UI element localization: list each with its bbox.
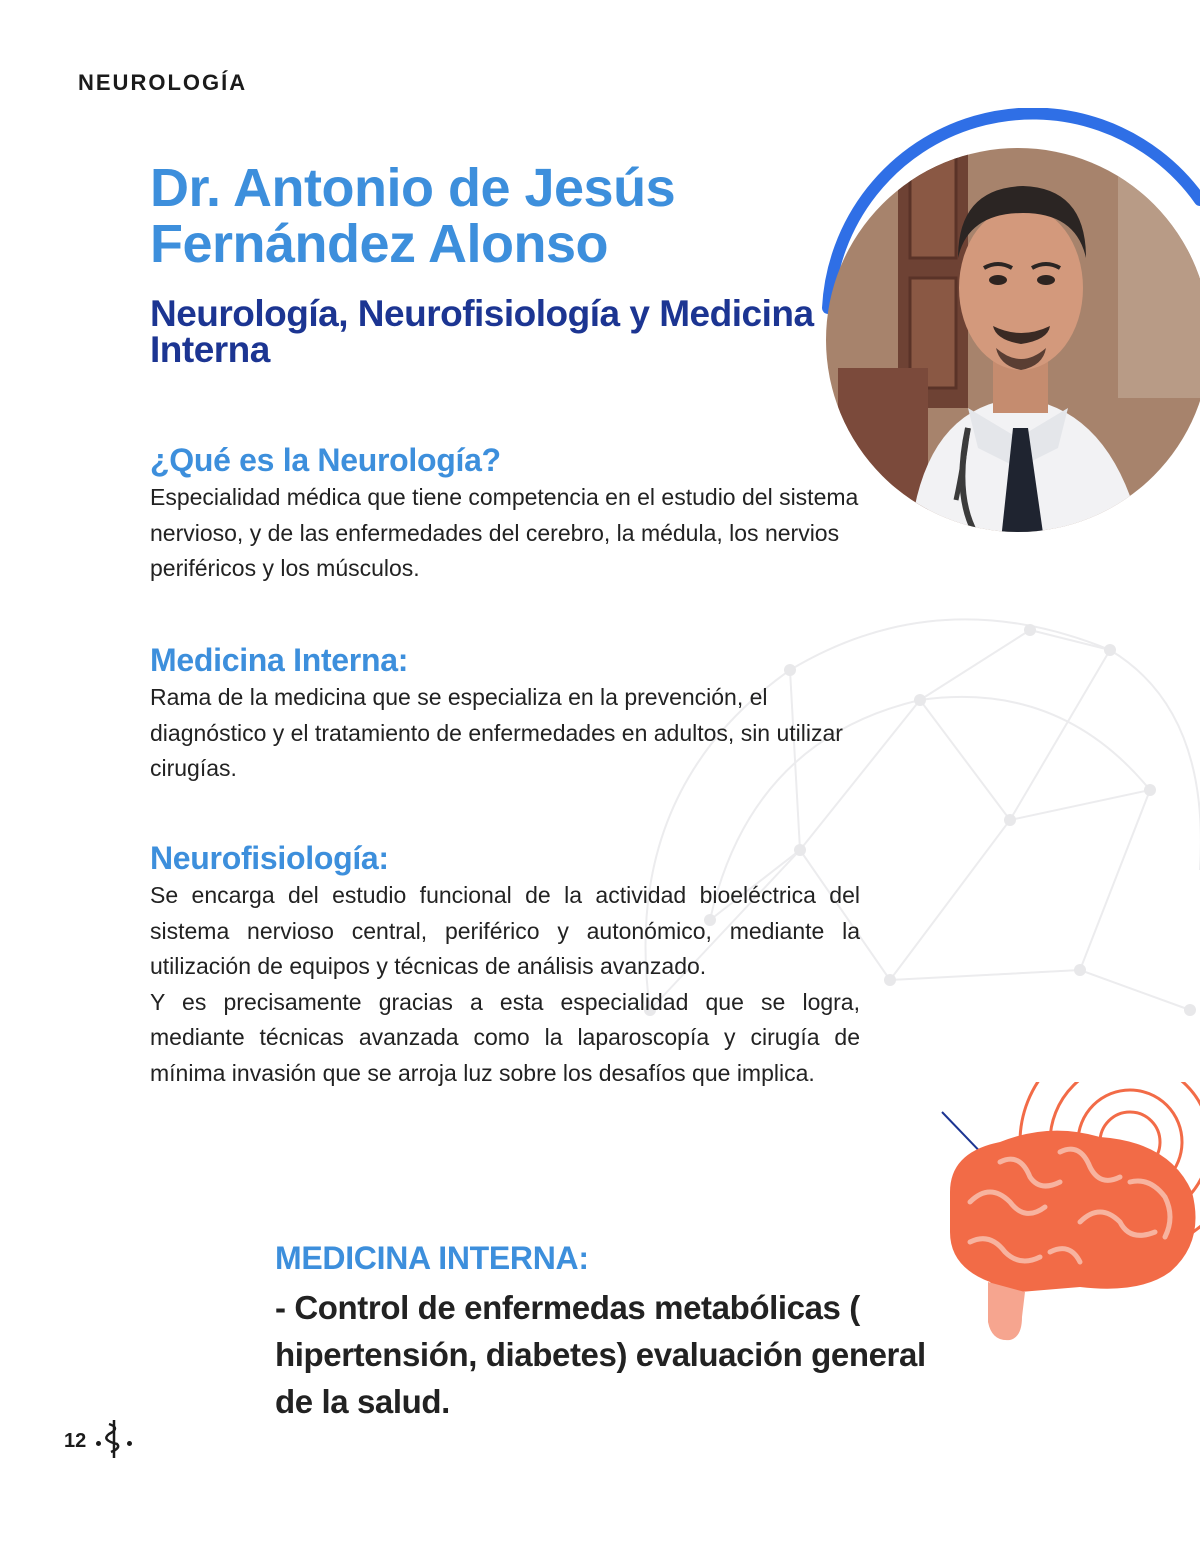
section-body-continued: Y es precisamente gracias a esta especialidad que se logra, mediante técnicas avanzada como la laparoscopía y cirugía de mínima invasión que se arroja luz sobre los desafíos que implica. xyxy=(150,988,860,1086)
section-body: Se encarga del estudio funcional de la actividad bioeléctrica del sistema nervioso central, periférico y autonómico, mediante la utilización de equipos y técnicas de análisis avanzado. xyxy=(150,882,860,979)
section-medicina-interna xyxy=(150,640,860,787)
caduceus-icon xyxy=(103,1418,125,1460)
doctor-specialty: Neurología, Neurofisiología y Medicina Interna xyxy=(150,293,814,370)
highlight-title: MEDICINA INTERNA: xyxy=(275,1240,589,1276)
page-number: 12 xyxy=(64,1430,87,1452)
section-header: NEUROLOGÍA xyxy=(78,70,248,95)
footer-dot xyxy=(127,1441,132,1446)
section-neurologia xyxy=(150,440,860,587)
section-body: Especialidad médica que tiene competencia en el estudio del sistema nervioso, y de las enfermedades del cerebro, la médula, los nervios periféricos y los músculos. xyxy=(150,484,859,581)
footer-dot xyxy=(96,1441,101,1446)
section-title: Neurofisiología: xyxy=(150,840,389,876)
section-neurofisiologia xyxy=(150,838,860,1091)
doctor-name: Dr. Antonio de Jesús Fernández Alonso xyxy=(150,158,676,274)
brain-icon xyxy=(930,1082,1200,1352)
highlight-text: - Control de enfermedas metabólicas ( hipertensión, diabetes) evaluación general de la salud. xyxy=(275,1289,926,1420)
section-title: ¿Qué es la Neurología? xyxy=(150,442,501,478)
section-title: Medicina Interna: xyxy=(150,642,409,678)
doctor-portrait xyxy=(818,108,1200,568)
highlight-box xyxy=(275,1238,955,1425)
section-body: Rama de la medicina que se especializa en la prevención, el diagnóstico y el tratamiento de enfermedades en adultos, sin utilizar cirugías. xyxy=(150,684,843,781)
